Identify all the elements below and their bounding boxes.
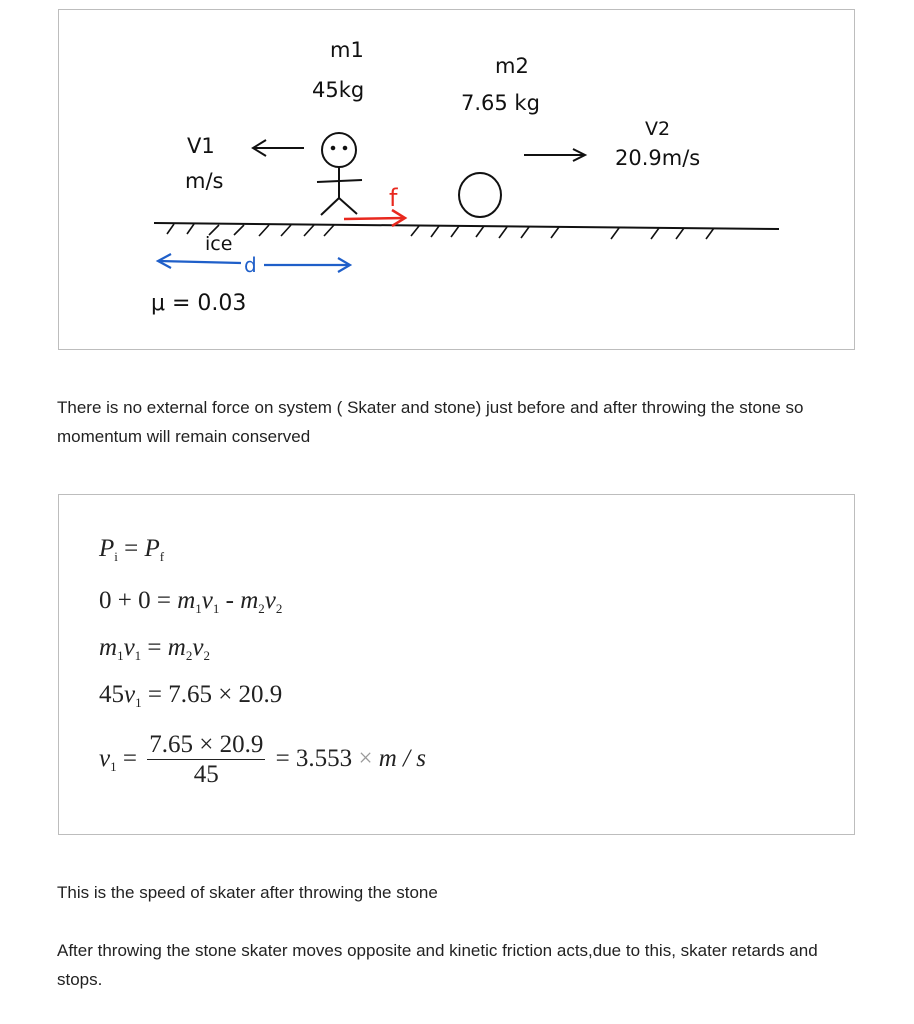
friction-explanation: After throwing the stone skater moves opposite and kinetic friction acts,due to this, skater retards and stops. — [57, 941, 818, 989]
friction-arrow — [344, 210, 405, 226]
equation-line-3: $m_1v_1 = m_2v_2$ — [99, 634, 210, 663]
result-unit: m / s — [378, 745, 427, 773]
skater-figure — [317, 133, 362, 215]
v2-value: 20.9m/s — [615, 146, 701, 170]
equation-box — [58, 494, 855, 835]
v1-label: V1 — [187, 134, 215, 158]
mu-label: μ = 0.03 — [151, 291, 247, 316]
stone — [459, 173, 501, 217]
friction-label: f — [389, 184, 398, 212]
equation-line-1: $P_i = P_f$ — [99, 535, 165, 564]
v1-arrow — [253, 140, 304, 156]
distance-label: d — [244, 253, 257, 277]
fraction-numerator: 7.65 × 20.9 — [149, 731, 264, 758]
result-times: × — [358, 745, 373, 773]
skater-diagram — [59, 10, 854, 349]
v2-label: V2 — [645, 118, 671, 140]
surface-label: ice — [205, 233, 233, 255]
m2-label: m2 — [495, 54, 529, 78]
m1-label: m1 — [330, 38, 364, 62]
ground-line — [154, 223, 779, 229]
v1-unit: m/s — [185, 169, 224, 193]
equation-line-5: $v_1$ = $\frac{7.65 \times 20.9}{45}$ = 3.553 × m / s — [99, 731, 427, 788]
m2-value: 7.65 kg — [461, 91, 540, 115]
equation-line-4: $45v_1 = 7.65 \times 20.9$ — [99, 681, 283, 710]
momentum-explanation: There is no external force on system ( Skater and stone) just before and after throwing the stone so momentum will remain conserved — [57, 398, 804, 446]
result-value: = 3.553 — [275, 745, 353, 773]
v2-arrow — [524, 149, 585, 161]
m1-value: 45kg — [312, 78, 365, 102]
fraction-denominator: 45 — [193, 761, 219, 788]
fraction — [147, 731, 265, 790]
speed-statement: This is the speed of skater after throwing the stone — [57, 883, 438, 902]
equation-line-2: $0 + 0 = m_1v_1 - m_2v_2$ — [99, 587, 283, 616]
figure-box — [58, 9, 855, 350]
